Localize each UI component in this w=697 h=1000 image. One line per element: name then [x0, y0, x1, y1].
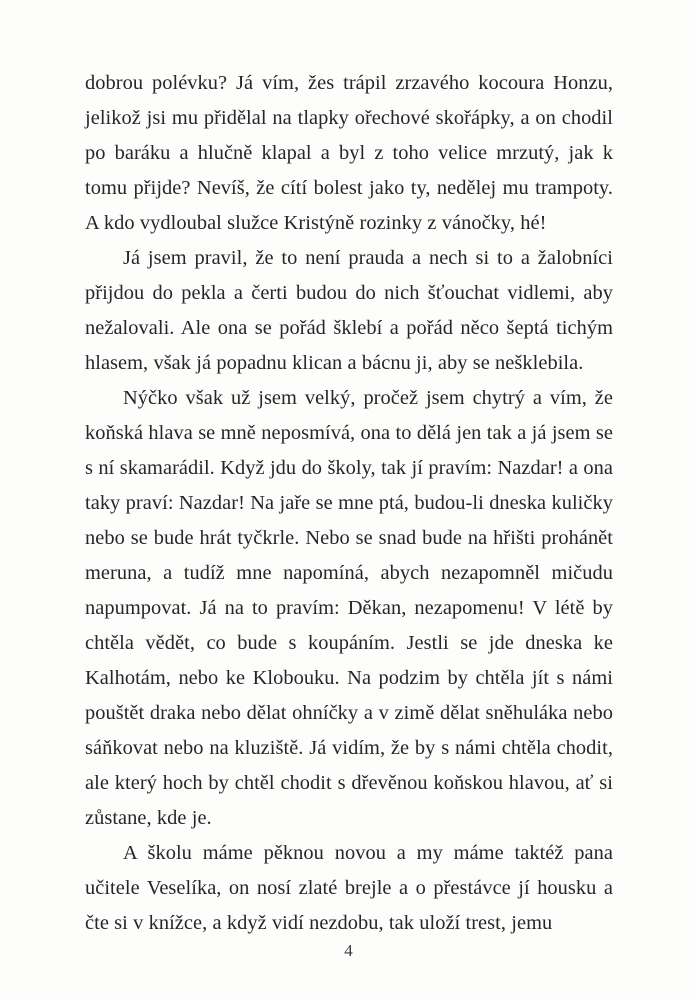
- page-number: 4: [344, 941, 353, 960]
- paragraph: Já jsem pravil, že to není prauda a nech si to a žalobníci přijdou do pekla a čerti budou do nich šťouchat vidlemi, aby nežalovali. Ale ona se pořád šklebí a pořád něco šeptá tichým hlasem, však já popadnu klican a bácnu ji, aby se nešklebila.: [85, 247, 613, 374]
- paragraph: Nýčko však už jsem velký, pročež jsem chytrý a vím, že koňská hlava se mně neposmívá, ona to dělá jen tak a já jsem se s ní skamarádil. Když jdu do školy, tak jí pravím: Nazdar! a ona taky praví: Nazdar! Na jaře se mne ptá, budou-li dneska kuličky nebo se bude hrát tyčkrle. Nebo se snad bude na hřišti prohánět meruna, a tudíž mne napomíná, abych nezapomněl mičudu napumpovat. Já na to pravím: Děkan, nezapomenu! V létě by chtěla vědět, co bude s koupáním. Jestli se jde dneska ke Kalhotám, nebo ke Klobouku. Na podzim by chtěla jít s námi pouštět draka nebo dělat ohníčky a v zimě dělat sněhuláka nebo sáňkovat nebo na kluziště. Já vidím, že by s námi chtěla chodit, ale který hoch by chtěl chodit s dřevěnou koňskou hlavou, ať si zůstane, kde je.: [85, 387, 613, 829]
- page-text-block: [85, 66, 613, 941]
- paragraph: A školu máme pěknou novou a my máme taktéž pana učitele Veselíka, on nosí zlaté brejle a o přestávce jí housku a čte si v knížce, a když vidí nezdobu, tak uloží trest, jemu: [85, 842, 613, 934]
- paragraph: dobrou polévku? Já vím, žes trápil zrzavého kocoura Honzu, jelikož jsi mu přidělal na tlapky ořechové skořápky, a on chodil po baráku a hlučně klapal a byl z toho velice mrzutý, jak k tomu přijde? Nevíš, že cítí bolest jako ty, nedělej mu trampoty. A kdo vydloubal služce Kristýně rozinky z vánočky, hé!: [85, 72, 613, 234]
